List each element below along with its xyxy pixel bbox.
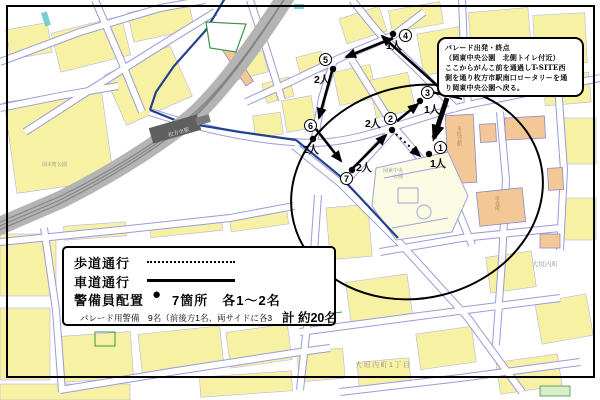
- legend-walk-label: 歩道通行: [74, 256, 131, 271]
- marker-4-count: 1人: [386, 40, 402, 52]
- legend-guard-value: 7箇所 各1～2名: [172, 293, 281, 308]
- marker-3-number: 3: [424, 87, 430, 98]
- marker-2-count: 2人: [365, 118, 381, 130]
- marker-1: [434, 141, 447, 154]
- callout-line-5: り岡東中央公園へ戻る。: [445, 83, 525, 92]
- label-city-office: 市役所: [494, 196, 500, 211]
- label-kanto-park: [383, 169, 403, 180]
- marker-6-count: 2人: [303, 144, 319, 156]
- marker-6-number: 6: [307, 120, 313, 131]
- label-ogaito: 大垣内町: [532, 261, 558, 268]
- legend-guard-label: 警備員配置: [74, 293, 145, 308]
- marker-6: [304, 119, 317, 132]
- marker-3-count: 1人: [424, 104, 440, 116]
- marker-2: [384, 112, 397, 125]
- marker-5-number: 5: [322, 54, 328, 65]
- legend-road-label: 車道通行: [74, 275, 131, 290]
- label-okamoto-park: 岡本町公園: [42, 162, 68, 168]
- legend-walk-line-sample: [147, 261, 235, 263]
- marker-4-number: 4: [402, 30, 408, 41]
- legend-guard-dot: ●: [152, 286, 162, 303]
- marker-7-number: 7: [343, 173, 349, 184]
- legend: [62, 246, 336, 326]
- legend-total: 計 約20名: [282, 311, 337, 325]
- label-station: 枚方市駅: [167, 127, 191, 139]
- label-kanto-park-line2: 公園: [393, 173, 404, 180]
- legend-road-line-sample: [147, 279, 235, 282]
- label-ogaito-1chome: 大垣内町1丁目: [355, 362, 412, 369]
- marker-3: [421, 86, 434, 99]
- callout-line-1: パレード出発・終点: [445, 43, 510, 52]
- marker-1-number: 1: [437, 142, 443, 153]
- callout-line-4: 側を通り枚方市駅南口ロータリーを通: [445, 73, 568, 82]
- label-kanto-park-line1: 岡東中央: [383, 168, 404, 174]
- route-description-callout: [437, 37, 584, 97]
- callout-line-2: （岡東中央公園 北側トイレ付近）: [445, 53, 560, 62]
- marker-5: [319, 53, 332, 66]
- marker-7: [340, 172, 353, 185]
- marker-7-count: 2人: [356, 162, 372, 174]
- legend-note: パレード用警備 9名（前後方1名、両サイドに各3: [80, 313, 273, 323]
- marker-2-number: 2: [387, 113, 393, 124]
- marker-1-count: 1人: [430, 158, 446, 170]
- marker-5-count: 2人: [314, 74, 330, 86]
- callout-line-3: ここからがんこ前を通過しT-SITE西: [445, 63, 566, 72]
- label-civic-hall: 市民会館: [456, 126, 462, 146]
